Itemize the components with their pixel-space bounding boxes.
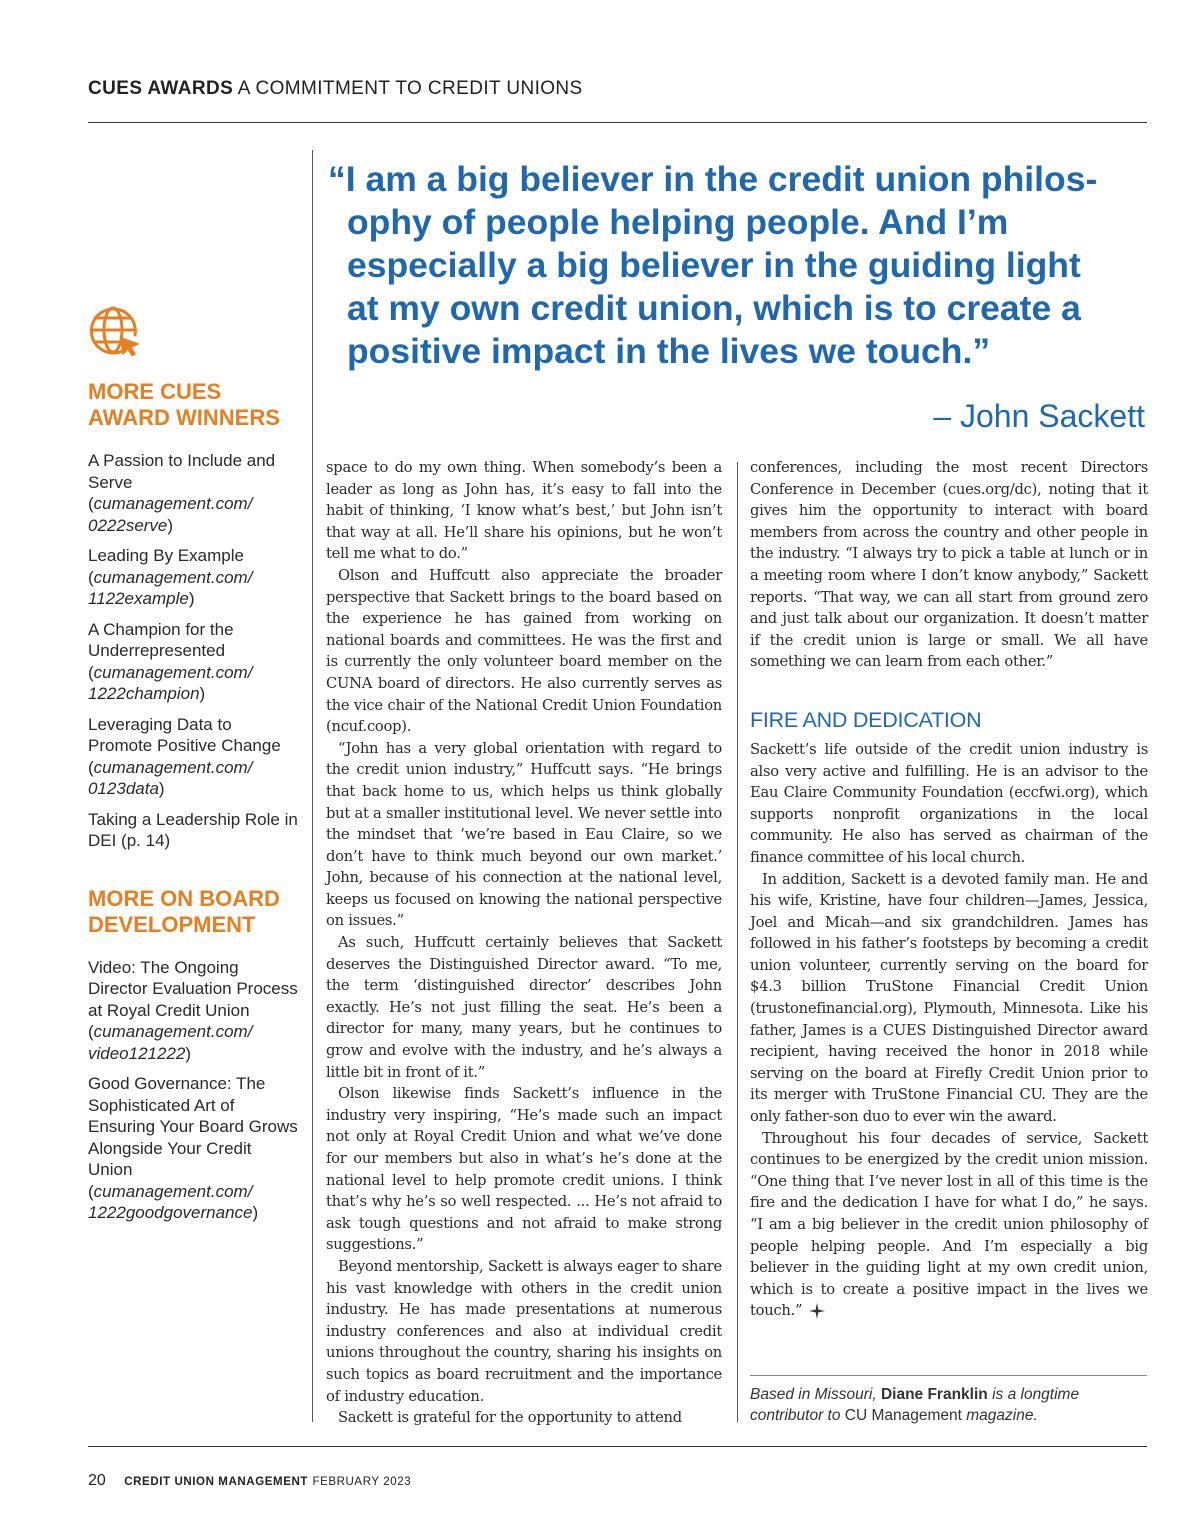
paragraph: Beyond mentorship, Sackett is always eager to share his vast knowledge with others in the credit union industry. He has made presentations at numerous industry conferences and also at individual credit unions throughout the country, sharing his insights on such topics as board recruitment and the importance of industry education. — [326, 1257, 722, 1405]
paragraph: Olson likewise finds Sackett’s influence in the industry very inspiring, “He’s made such an impact not only at Royal Credit Union and what we’ve done for our members but also in what’s he’s done at the national level to help promote credit unions. I think that’s why he’s so well respected. ... He’s not afraid to ask tough questions and not afraid to make strong suggestions.” — [326, 1085, 722, 1254]
sidebar-heading-award-winners: MORE CUES AWARD WINNERS — [88, 379, 280, 430]
page-header — [88, 78, 583, 100]
header-divider — [88, 122, 1147, 123]
footer-divider — [88, 1446, 1147, 1447]
page-footer — [88, 1472, 411, 1490]
board-development-list — [88, 957, 300, 1224]
column-divider — [737, 462, 738, 1422]
list-item[interactable]: A Champion for the Underrepresented (cumanagement.com/ 1222champion) — [88, 619, 253, 703]
list-item[interactable]: Good Governance: The Sophisticated Art of Ensuring Your Board Grows Alongside Your Credit Union (cumanagement.com/ 1222goodgovernance) — [88, 1074, 298, 1222]
list-item[interactable]: Leading By Example (cumanagement.com/ 1122example) — [88, 546, 253, 608]
publication-title: CREDIT UNION MANAGEMENT — [124, 1476, 308, 1488]
pull-quote-line: at my own credit union, which is to create a — [347, 288, 1081, 328]
bio-prefix: Based in Missouri, — [750, 1386, 881, 1403]
paragraph: Sackett’s life outside of the credit union industry is also very active and fulfilling. He is an advisor to the Eau Claire Community Foundation (eccfwi.org), which supports nonprofit organizations in the local community. He also has served as chairman of the finance committee of his local church. — [750, 740, 1148, 866]
section-subtitle: A COMMITMENT TO CREDIT UNIONS — [237, 78, 583, 99]
list-item[interactable]: Video: The Ongoing Director Evaluation Process at Royal Credit Union (cumanagement.com/ video121222) — [88, 957, 298, 1063]
pull-quote-line: positive impact in the lives we touch.” — [347, 331, 991, 371]
paragraph: space to do my own thing. When somebody’s been a leader as long as John has, it’s easy to fall into the habit of thinking, ‘I know what’s best,’ but John isn’t that way at all. He’ll share his opinions, but he won’t tell me what to do.” — [326, 459, 722, 563]
link-title: Leveraging Data to Promote Positive Change — [88, 714, 281, 755]
end-mark-icon — [808, 1302, 826, 1320]
link-title: A Passion to Include and Serve — [88, 451, 276, 492]
bio-divider — [750, 1375, 1147, 1376]
issue-date: FEBRUARY 2023 — [312, 1476, 412, 1488]
link-url[interactable]: cumanagement.com/ 0222serve — [88, 494, 253, 535]
sidebar-divider — [312, 150, 313, 1422]
link-title: Good Governance: The Sophisticated Art of Ensuring Your Board Grows Alongside Your Credit Union — [88, 1074, 298, 1179]
link-title: Video: The Ongoing Director Evaluation Process at Royal Credit Union — [88, 957, 298, 1020]
author-name: Diane Franklin — [880, 1386, 988, 1403]
link-url[interactable]: cumanagement.com/ video121222 — [88, 1022, 253, 1063]
link-url[interactable]: cumanagement.com/ 0123data — [88, 757, 253, 798]
quote-attribution: – John Sackett — [933, 398, 1145, 434]
sidebar-heading-board-development: MORE ON BOARD DEVELOPMENT — [88, 885, 280, 937]
paragraph: As such, Huffcutt certainly believes that Sackett deserves the Distinguished Director award. “To me, the term ‘distinguished director’ describes John exactly. He’s not just filling the seat. He’s been a director for many, many years, but he continues to grow and evolve with the industry, and he’s always a little bit in front of it.” — [326, 934, 722, 1081]
paragraph: conferences, including the most recent Directors Conference in December (cues.org/dc), noting that it gives him the opportunity to interact with board members from across the country and other people in the industry. “I always try to pick a table at lunch or in a meeting room where I don’t know anybody,” Sackett reports. “That way, we can all start from ground zero and just talk about our organization. It doesn’t matter if the credit union is large or small. We all have something we can learn from each other.” — [750, 459, 1148, 671]
publication-name: CU Management — [844, 1407, 962, 1424]
award-winners-list — [88, 450, 300, 852]
paragraph: “John has a very global orientation with regard to the credit union industry,” Huffcutt says. “He brings that back home to us, which helps us think globally but at a smaller institutional level. We never settle into the mindset that ‘we’re based in Eau Claire, so we don’t have to think much beyond our own market.’ John, because of his connection at the national level, keeps us focused on knowing the national perspective on issues.” — [326, 739, 722, 930]
link-url[interactable]: cumanagement.com/ 1222champion — [88, 662, 253, 703]
body-column-2 — [750, 457, 1148, 1322]
pull-quote — [328, 158, 1158, 373]
link-title: Taking a Leadership Role in DEI (p. 14) — [88, 809, 298, 850]
list-item[interactable]: Leveraging Data to Promote Positive Change (cumanagement.com/ 0123data) — [88, 714, 281, 798]
pull-quote-line: ophy of people helping people. And I’m — [347, 202, 1009, 242]
link-title: Leading By Example — [88, 546, 244, 565]
page-number: 20 — [88, 1472, 106, 1489]
paragraph: Olson and Huffcutt also appreciate the broader perspective that Sackett brings to the board based on the experience he has gained from working on national boards and committees. He was the first and is currently the only volunteer board member on the CUNA board of directors. He also currently serves as the vice chair of the National Credit Union Foundation (ncuf.coop). — [326, 566, 722, 736]
list-item[interactable]: A Passion to Include and Serve (cumanagement.com/ 0222serve) — [88, 451, 276, 535]
link-url[interactable]: cumanagement.com/ 1222goodgovernance — [88, 1181, 253, 1222]
paragraph — [750, 1128, 1148, 1322]
author-bio — [750, 1384, 1147, 1426]
globe-cursor-icon — [88, 305, 142, 359]
section-heading: FIRE AND DEDICATION — [750, 707, 982, 732]
body-column-1 — [326, 457, 722, 1429]
list-item[interactable] — [88, 809, 300, 852]
link-url[interactable]: cumanagement.com/ 1122example — [88, 567, 253, 608]
bio-middle: is a longtime contributor to — [750, 1386, 1080, 1424]
section-label: CUES AWARDS — [88, 78, 234, 99]
pull-quote-line: “I am a big believer in the credit union philos- — [328, 159, 1098, 199]
link-title: A Champion for the Underrepresented — [88, 619, 234, 660]
pull-quote-line: especially a big believer in the guiding light — [347, 245, 1081, 285]
sidebar — [88, 305, 300, 1233]
paragraph: Sackett is grateful for the opportunity to attend — [338, 1409, 682, 1427]
paragraph-text: Throughout his four decades of service, Sackett continues to be energized by the credit union mission. “One thing that I’ve never lost in all of this time is the fire and the dedication I have for what I do,” he says. “I am a big believer in the credit union philosophy of people helping people. And I’m especially a big believer in the guiding light at my own credit union, which is to create a positive impact in the lives we touch.” — [750, 1129, 1148, 1320]
paragraph: In addition, Sackett is a devoted family man. He and his wife, Kristine, have four children—James, Jessica, Joel and Micah—and six grandchildren. James has followed in his father’s footsteps by becoming a credit union volunteer, currently serving on the board for $4.3 billion TruStone Financial Credit Union (trustonefinancial.org), Plymouth, Minnesota. Like his father, James is a CUES Distinguished Director award recipient, having received the honor in 2018 while serving on the board at Firefly Credit Union prior to its merger with TruStone Financial CU. They are the only father-son duo to ever win the award. — [750, 870, 1148, 1126]
bio-suffix: magazine. — [961, 1407, 1038, 1424]
